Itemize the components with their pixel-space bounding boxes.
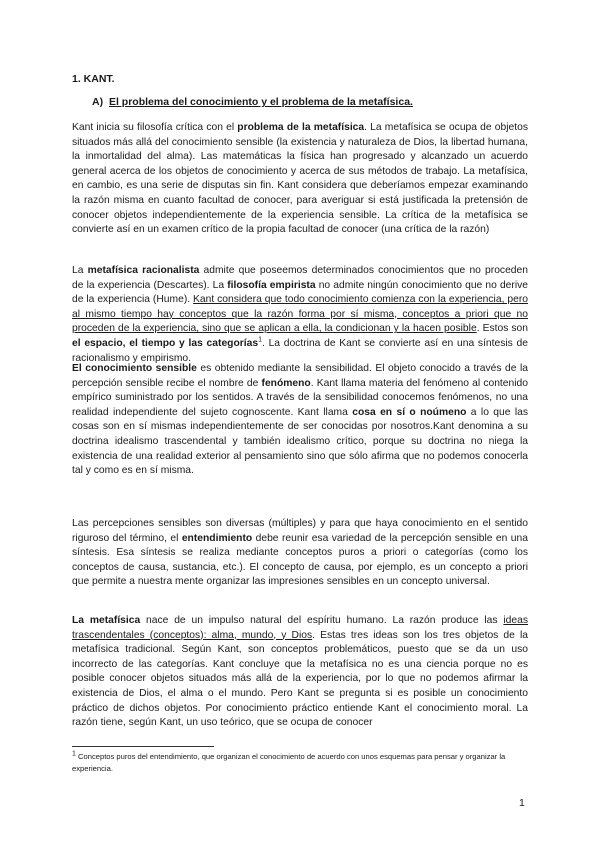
- section-heading: 1. KANT.: [72, 73, 115, 85]
- page-number: 1: [519, 797, 525, 809]
- subsection-heading: [92, 96, 413, 108]
- footnote-divider: [72, 746, 214, 747]
- footnote: [72, 751, 528, 774]
- p5-underlined: ideas trascendentales (conceptos): alma, mundo, y Dios: [72, 615, 528, 641]
- p5-text: . Estas tres ideas son los tres objetos de la metafísica tradicional. Según Kant, son conceptos problemáticos, puesto que se da un uso incorrecto de las categorías. Kant concluye que la metafísica no es una ciencia porque no es posible conocer objetos situados más allá de la experiencia, por lo que no podemos afirmar la existencia de Dios, el alma o el mundo. Pero Kant se pregunta si es posible un conocimiento práctico de dichos objetos. Por conocimiento práctico entiende Kant el conocimiento moral. La razón tiene, según Kant, un uso teórico, que se ocupa de conocer: [72, 629, 528, 729]
- p2-text: admite que poseemos determinados conocimientos que no proceden de la experiencia (Descartes). La: [72, 265, 528, 291]
- p2-bold: filosofía empirista: [227, 279, 316, 291]
- p3-bold: El conocimiento sensible: [72, 363, 197, 374]
- p2-bold: metafísica racionalista: [87, 265, 200, 276]
- p2-text: La: [72, 265, 88, 276]
- p2-bold: el espacio, el tiempo y las categorías: [72, 337, 259, 349]
- p3-bold: cosa en sí o noúmeno: [352, 406, 467, 418]
- footnote-ref: 1: [258, 336, 262, 344]
- p3-bold: fenómeno: [261, 377, 311, 389]
- paragraph-3: [72, 362, 528, 479]
- p2-text: . La doctrina de Kant se convierte así en una síntesis de racionalismo y empirismo.: [72, 337, 528, 364]
- footnote-number: 1: [72, 750, 76, 758]
- p4-text: Las percepciones sensibles son diversas (múltiples) y para que haya conocimiento en el sentido riguroso del término, el: [72, 518, 528, 544]
- footnote-text: Conceptos puros del entendimiento, que organizan el conocimiento de acuerdo con unos esquemas para pensar y organizar la experiencia.: [72, 752, 506, 773]
- p1-text: Kant inicia su filosofía crítica con el: [72, 122, 238, 133]
- p2-text: no admite ningún conocimiento que no derive de la experiencia (Hume).: [72, 279, 528, 306]
- p4-bold: entendimiento: [181, 532, 253, 544]
- p1-bold: problema de la metafísica: [237, 122, 365, 133]
- paragraph-5: [72, 614, 528, 731]
- p3-text: . Kant llama materia del fenómeno al contenido empírico suministrado por los sentidos. A través de la sensibilidad conocemos fenómenos, no una realidad independiente del sujeto cognoscente. Kant llama: [72, 377, 528, 418]
- p2-underlined: Kant considera que todo conocimiento comienza con la experiencia, pero al mismo tiempo hay conceptos que la razón forma por sí misma, conceptos a priori que no proceden de la experiencia, sino que se aplican a ella, la condicionan y la hacen posible: [72, 294, 528, 335]
- paragraph-4: [72, 517, 528, 590]
- paragraph-1: [72, 121, 528, 238]
- p5-text: nace de un impulso natural del espíritu humano. La razón produce las: [140, 615, 504, 626]
- p2-text: . Estos son: [476, 323, 529, 335]
- paragraph-2: [72, 264, 528, 366]
- p3-text: a lo que las cosas son en sí mismas independientemente de ser conocidas por nosotros.Kant denomina a su doctrina idealismo trascendental y también idealismo crítico, porque su doctrina no niega la existencia de una realidad exterior al pensamiento sino que sólo afirma que no podemos conocerla tal y como es en sí misma.: [72, 406, 529, 477]
- p5-bold: La metafísica: [72, 615, 141, 626]
- subsection-title: El problema del conocimiento y el problema de la metafísica.: [108, 96, 413, 108]
- subsection-letter: A): [92, 96, 104, 108]
- p3-text: es obtenido mediante la sensibilidad. El objeto conocido a través de la percepción sensible recibe el nombre de: [72, 363, 529, 389]
- p1-text: . La metafísica se ocupa de objetos situados más allá del conocimiento sensible (la existencia y naturaleza de Dios, la libertad humana, la inmortalidad del alma). Las matemáticas la física han progresado y alcanzado un acuerdo general acerca de los objetos de conocimiento y acerca de sus métodos de trabajo. La metafísica, en cambio, es una serie de disputas sin fin. Kant considera que deberíamos empezar examinando la razón misma en cuanto facultad de conocer, para averiguar si está justificada la pretensión de conocer objetos independientemente de la experiencia sensible. La crítica de la metafísica se convierte así en un examen crítico de la propia facultad de conocer (una crítica de la razón): [72, 122, 528, 236]
- p4-text: debe reunir esa variedad de la percepción sensible en una síntesis. Esa síntesis se realiza mediante conceptos puros a priori o categorías (como los conceptos de causa, sustancia, etc.). El concepto de causa, por ejemplo, es un concepto a priori que permite a nuestra mente organizar las impresiones sensibles en un concepto universal.: [72, 532, 528, 588]
